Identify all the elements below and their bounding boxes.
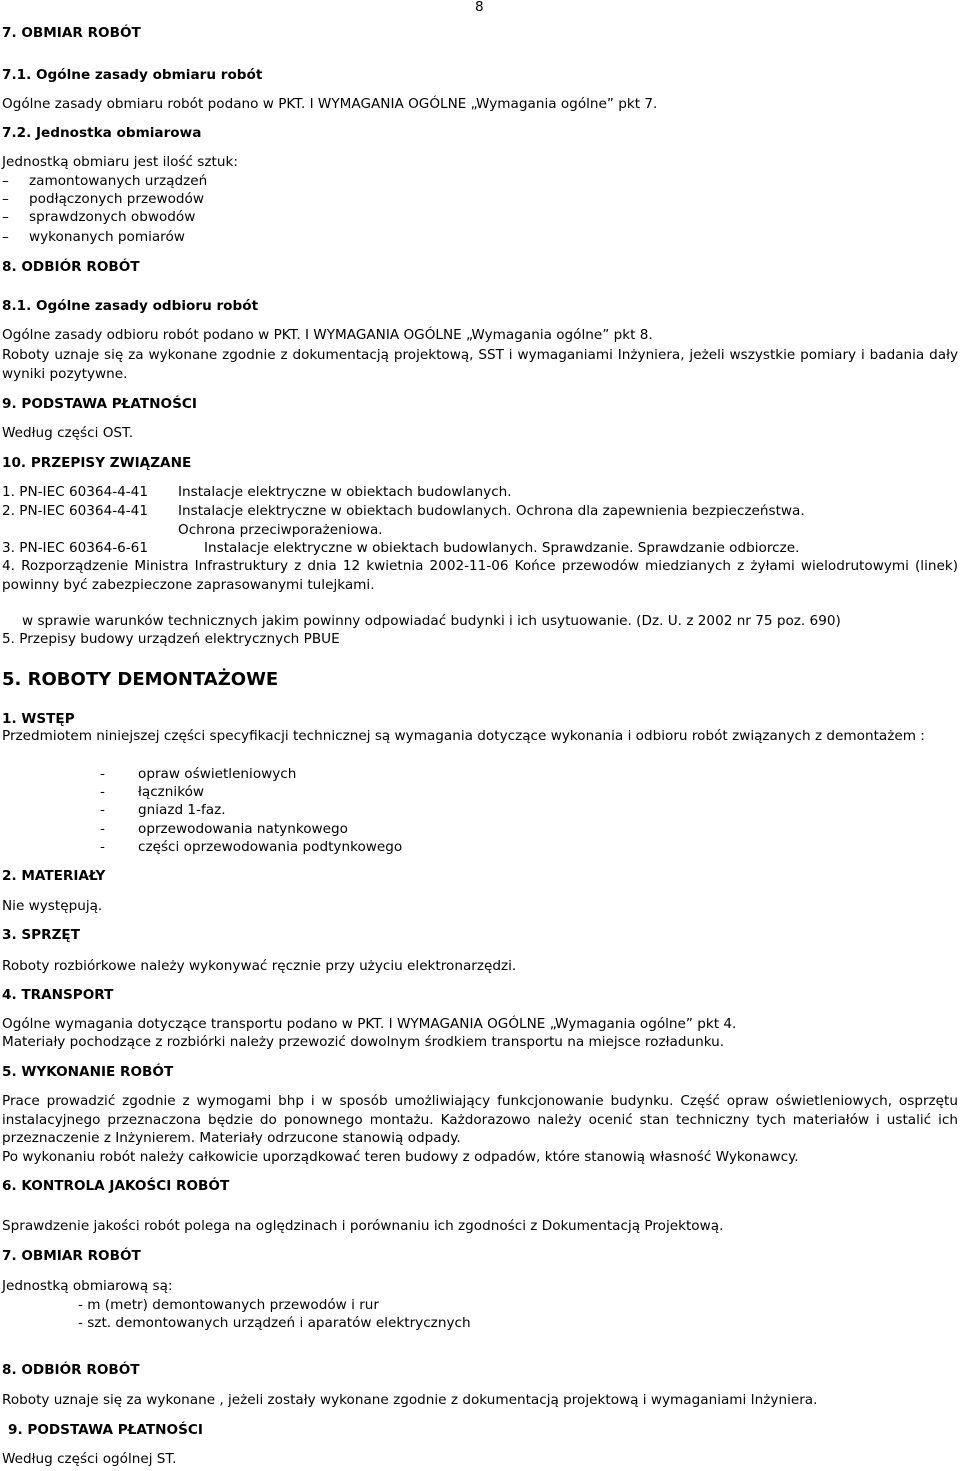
section-8-heading: 8. ODBIÓR ROBÓT: [2, 259, 140, 275]
section-8-1-text: Ogólne zasady odbioru robót podano w PKT. I WYMAGANIA OGÓLNE „Wymagania ogólne” pkt 8.: [2, 327, 653, 343]
list-item: – wykonanych pomiarów: [2, 229, 185, 245]
odbior-text: Roboty uznaje się za wykonane , jeżeli zostały wykonane zgodnie z dokumentacją projektową i wymaganiami Inżyniera.: [2, 1392, 818, 1408]
transport-text-2: Materiały pochodzące z rozbiórki należy przewozić dowolnym środkiem transportu na miejsce rozładunku.: [2, 1034, 725, 1050]
kontrola-text: Sprawdzenie jakości robót polega na oględzinach i porównaniu ich zgodności z Dokumentacją Projektową.: [2, 1218, 724, 1234]
list-item: – podłączonych przewodów: [2, 191, 204, 207]
reference-2-text-continued: Ochrona przeciwporażeniowa.: [178, 522, 383, 538]
wstep-text: Przedmiotem niniejszej części specyfikacji technicznej są wymagania dotyczące wykonania i odbioru robót związanych z demontażem :: [2, 728, 925, 744]
reference-4-text: 4. Rozporządzenie Ministra Infrastruktury z dnia 12 kwietnia 2002-11-06 Końce przewodów miedzianych z żyłami wielodrutowymi (linek) powinny być zabezpieczone zaprasowanymi tulejkami.: [2, 558, 958, 593]
list-item: - oprzewodowania natynkowego: [100, 821, 348, 837]
sprzet-text: Roboty rozbiórkowe należy wykonywać ręcznie przy użyciu elektronarzędzi.: [2, 958, 517, 974]
section-7-1-heading: 7.1. Ogólne zasady obmiaru robót: [2, 67, 263, 83]
list-item: - m (metr) demontowanych przewodów i rur: [78, 1297, 380, 1313]
reference-1-text: Instalacje elektryczne w obiektach budowlanych.: [178, 484, 512, 500]
reference-2-text: Instalacje elektryczne w obiektach budowlanych. Ochrona dla zapewnienia bezpieczeństwa.: [178, 503, 805, 519]
kontrola-heading: 6. KONTROLA JAKOŚCI ROBÓT: [2, 1178, 230, 1194]
list-item: - szt. demontowanych urządzeń i aparatów elektrycznych: [78, 1315, 471, 1331]
wstep-heading: 1. WSTĘP: [2, 711, 75, 727]
reference-5-text: 5. Przepisy budowy urządzeń elektrycznych PBUE: [2, 631, 340, 647]
materialy-text: Nie występują.: [2, 898, 103, 914]
section-9-heading: 9. PODSTAWA PŁATNOŚCI: [2, 396, 197, 412]
dash-bullet: -: [100, 784, 105, 800]
reference-3-number: 3. PN-IEC 60364-6-61: [2, 540, 148, 556]
materialy-heading: 2. MATERIAŁY: [2, 868, 106, 884]
dash-bullet: -: [100, 839, 105, 855]
wykonanie-text-2: Po wykonaniu robót należy całkowicie uporządkować teren budowy z odpadów, które stanowią własność Wykonawcy.: [2, 1149, 799, 1165]
section-7-2-intro: Jednostką obmiaru jest ilość sztuk:: [2, 154, 238, 170]
transport-text-1: Ogólne wymagania dotyczące transportu podano w PKT. I WYMAGANIA OGÓLNE „Wymagania ogólne” pkt 4.: [2, 1016, 737, 1032]
list-item: - łączników: [100, 784, 205, 800]
reference-1-number: 1. PN-IEC 60364-4-41: [2, 484, 148, 500]
section-7-heading: 7. OBMIAR ROBÓT: [2, 25, 141, 41]
sprzet-heading: 3. SPRZĘT: [2, 927, 80, 943]
wykonanie-heading: 5. WYKONANIE ROBÓT: [2, 1064, 174, 1080]
section-8-1-paragraph: Roboty uznaje się za wykonane zgodnie z dokumentacją projektową, SST i wymaganiami Inżyniera, jeżeli wszystkie pomiary i badania dały wyniki pozytywne.: [2, 347, 958, 382]
dash-bullet: –: [2, 173, 9, 189]
dash-bullet: -: [100, 821, 105, 837]
list-item: - opraw oświetleniowych: [100, 766, 297, 782]
obmiar-text: Jednostką obmiarową są:: [2, 1278, 173, 1294]
list-item: – zamontowanych urządzeń: [2, 173, 208, 189]
dash-bullet: -: [100, 766, 105, 782]
reference-3-text: Instalacje elektryczne w obiektach budowlanych. Sprawdzanie. Sprawdzanie odbiorcze.: [204, 540, 800, 556]
odbior-heading: 8. ODBIÓR ROBÓT: [2, 1362, 140, 1378]
platnosci-heading: 9. PODSTAWA PŁATNOŚCI: [8, 1422, 203, 1438]
section-9-text: Według części OST.: [2, 425, 134, 441]
page-number: 8: [475, 0, 484, 15]
reference-2-number: 2. PN-IEC 60364-4-41: [2, 503, 148, 519]
obmiar-heading: 7. OBMIAR ROBÓT: [2, 1248, 141, 1264]
dash-bullet: –: [2, 191, 9, 207]
list-item: - gniazd 1-faz.: [100, 802, 226, 818]
dash-bullet: -: [100, 802, 105, 818]
list-item: – sprawdzonych obwodów: [2, 209, 196, 225]
wykonanie-paragraph: Prace prowadzić zgodnie z wymogami bhp i w sposób umożliwiający funkcjonowanie budynku. Część opraw oświetleniowych, osprzętu instalacyjnego przeznaczona będzie do ponownego montażu. Każdorazowo należy ocenić stan techniczny tych materiałów i ustalić ich przeznaczenie z Inżynierem. Materiały odrzucone stanowią odpady.: [2, 1093, 958, 1146]
section-7-2-heading: 7.2. Jednostka obmiarowa: [2, 125, 202, 141]
platnosci-text: Według części ogólnej ST.: [2, 1451, 177, 1467]
dash-bullet: –: [2, 229, 9, 245]
list-item: - części oprzewodowania podtynkowego: [100, 839, 403, 855]
dash-bullet: –: [2, 209, 9, 225]
section-7-1-text: Ogólne zasady obmiaru robót podano w PKT. I WYMAGANIA OGÓLNE „Wymagania ogólne” pkt 7.: [2, 96, 658, 112]
section-10-heading: 10. PRZEPISY ZWIĄZANE: [2, 455, 192, 471]
section-8-1-heading: 8.1. Ogólne zasady odbioru robót: [2, 298, 259, 314]
part-5-title: 5. ROBOTY DEMONTAŻOWE: [2, 669, 279, 690]
transport-heading: 4. TRANSPORT: [2, 987, 114, 1003]
reference-4-continued: w sprawie warunków technicznych jakim powinny odpowiadać budynki i ich usytuowanie. (Dz. U. z 2002 nr 75 poz. 690): [22, 613, 841, 629]
